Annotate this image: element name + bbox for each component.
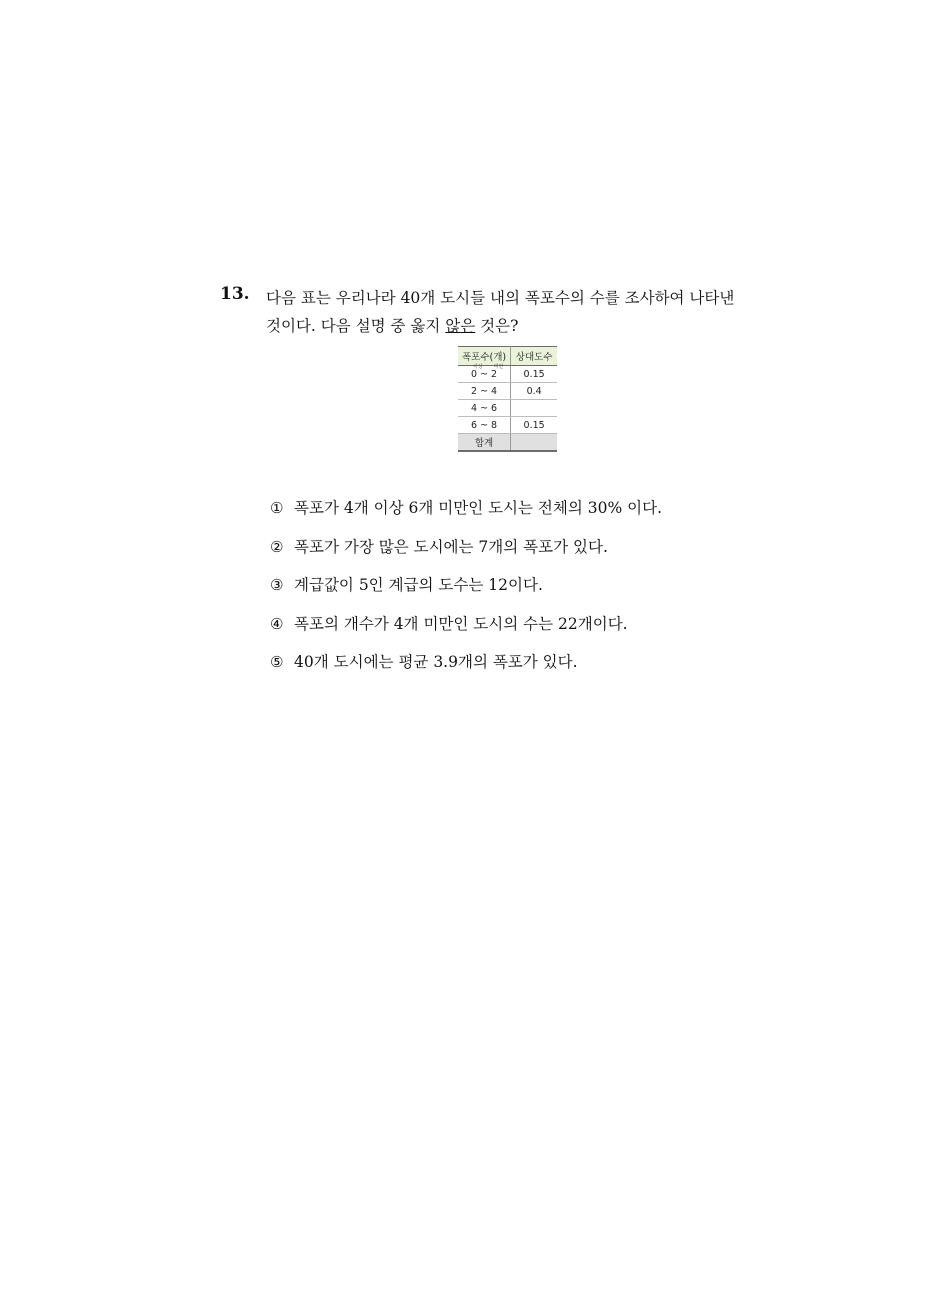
relative-frequency-cell: 0.15	[511, 417, 558, 434]
choice-3[interactable]	[270, 573, 543, 595]
choice-1-marker: ①	[270, 499, 284, 517]
class-interval: 0 ~ 2	[471, 368, 498, 380]
class-interval-with-notes	[471, 363, 504, 380]
choice-3-marker: ③	[270, 576, 284, 594]
choice-2[interactable]	[270, 535, 608, 557]
choice-3-text: 계급값이 5인 계급의 도수는 12이다.	[294, 576, 543, 594]
lower-bound-note: 이상	[473, 363, 483, 370]
relative-frequency-cell	[511, 400, 558, 417]
choice-2-text: 폭포가 가장 많은 도시에는 7개의 폭포가 있다.	[294, 538, 608, 556]
class-interval-cell: 6 ~ 8	[458, 417, 511, 434]
table-row	[458, 417, 557, 434]
frequency-table-container	[458, 346, 557, 452]
choice-4-text: 폭포의 개수가 4개 미만인 도시의 수는 22개이다.	[294, 615, 628, 633]
choice-5-marker: ⑤	[270, 653, 284, 671]
table-total-row	[458, 434, 557, 452]
class-interval-cell: 4 ~ 6	[458, 400, 511, 417]
class-interval-cell	[458, 363, 511, 383]
table-row	[458, 383, 557, 400]
choice-5-text: 40개 도시에는 평균 3.9개의 폭포가 있다.	[294, 653, 578, 671]
stem-line2-start: 것이다. 다음 설명 중 옳지	[266, 317, 446, 335]
choice-2-marker: ②	[270, 538, 284, 556]
choice-5[interactable]	[270, 650, 578, 672]
question-stem	[266, 284, 766, 340]
total-label-cell: 합계	[458, 434, 511, 452]
table-row	[458, 366, 557, 383]
stem-line2-end: 것은?	[475, 317, 519, 335]
interval-bounds-note	[473, 363, 503, 370]
header-waterfall-count: 폭포수(개)	[458, 347, 511, 366]
choice-1[interactable]	[270, 496, 662, 518]
choice-4-marker: ④	[270, 615, 284, 633]
question-stem-line1: 다음 표는 우리나라 40개 도시들 내의 폭포수의 수를 조사하여 나타낸	[266, 289, 735, 307]
relative-frequency-cell: 0.15	[511, 366, 558, 383]
choice-4[interactable]	[270, 612, 628, 634]
total-value-cell	[511, 434, 558, 452]
table-row	[458, 400, 557, 417]
relative-frequency-cell: 0.4	[511, 383, 558, 400]
upper-bound-note: 미만	[493, 363, 504, 370]
class-interval-cell: 2 ~ 4	[458, 383, 511, 400]
header-relative-frequency: 상대도수	[511, 347, 558, 366]
relative-frequency-table	[458, 346, 557, 452]
question-number: 13.	[220, 284, 250, 304]
question-stem-line2	[266, 312, 766, 340]
underlined-keyword: 않은	[445, 317, 476, 335]
choice-1-text: 폭포가 4개 이상 6개 미만인 도시는 전체의 30% 이다.	[294, 499, 663, 517]
